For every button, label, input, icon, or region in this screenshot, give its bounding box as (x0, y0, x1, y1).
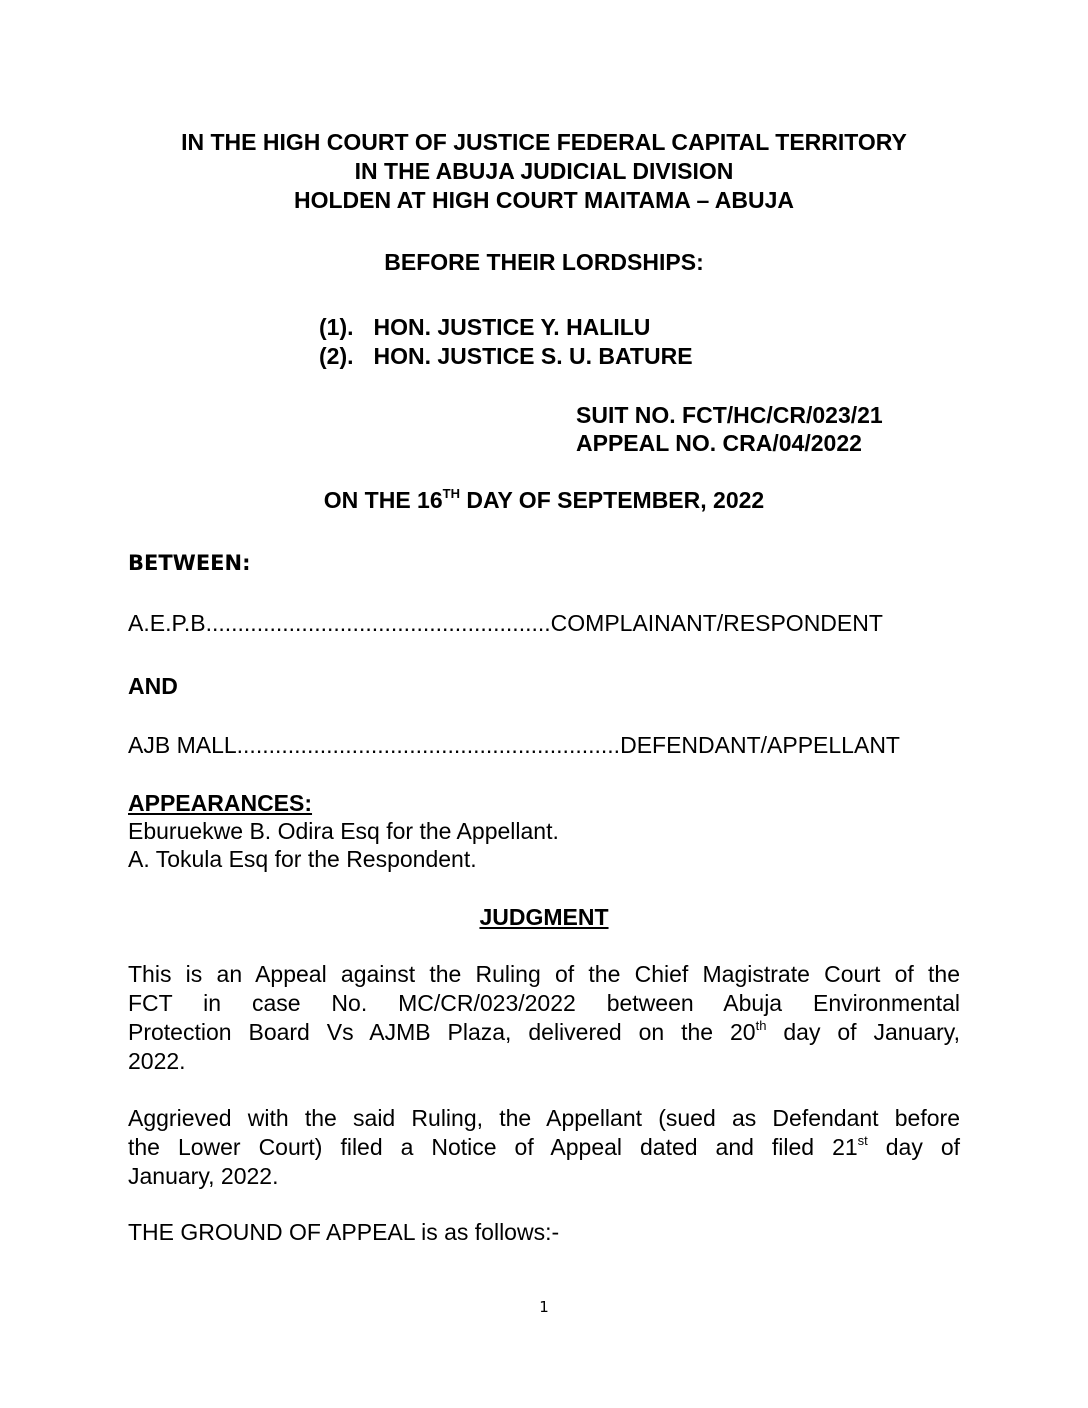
judge-1-number: (1). (319, 314, 354, 340)
date-suffix: DAY OF SEPTEMBER, 2022 (459, 487, 765, 513)
para2-line2-b: day of (867, 1134, 960, 1160)
party-2-role: DEFENDANT/APPELLANT (620, 732, 900, 758)
judge-2-number: (2). (319, 343, 354, 369)
judge-2-name: HON. JUSTICE S. U. BATURE (373, 343, 693, 369)
appearance-respondent: A. Tokula Esq for the Respondent. (128, 846, 477, 872)
judge-1-name: HON. JUSTICE Y. HALILU (373, 314, 651, 340)
para2-line2-a: the Lower Court) filed a Notice of Appeal dated and filed 21 (128, 1134, 858, 1160)
party-2-dots: ............................................................ (236, 732, 621, 758)
para1-line4: 2022. (128, 1048, 186, 1074)
judge-1 (319, 313, 650, 341)
court-title-line1: IN THE HIGH COURT OF JUSTICE FEDERAL CAPITAL TERRITORY (181, 129, 907, 155)
page-number: 1 (539, 1298, 549, 1316)
between-label: BETWEEN: (128, 551, 251, 575)
judgment-date (0, 486, 1088, 514)
judgment-paragraph-1 (128, 960, 960, 1076)
para1-line3-b: day of January, (766, 1019, 960, 1045)
party-1-dots: ...................................................... (205, 610, 551, 636)
date-sup: TH (442, 486, 460, 501)
ground-of-appeal: THE GROUND OF APPEAL is as follows:- (128, 1219, 560, 1245)
and-label: AND (128, 673, 178, 699)
lordships-heading: BEFORE THEIR LORDSHIPS: (384, 249, 704, 275)
para2-line2-sup: st (857, 1133, 868, 1148)
para1-line2: FCT in case No. MC/CR/023/2022 between Abuja Environmental (128, 990, 960, 1016)
court-title-line3: HOLDEN AT HIGH COURT MAITAMA – ABUJA (293, 187, 794, 213)
court-title-line2: IN THE ABUJA JUDICIAL DIVISION (354, 158, 734, 184)
para1-line1: This is an Appeal against the Ruling of the Chief Magistrate Court of the (128, 961, 960, 987)
para1-line3 (128, 1018, 960, 1047)
appearance-appellant: Eburuekwe B. Odira Esq for the Appellant. (128, 818, 559, 844)
judgment-paragraph-2 (128, 1104, 960, 1191)
suit-number: SUIT NO. FCT/HC/CR/023/21 (576, 402, 883, 428)
party-1-name: A.E.P.B (128, 610, 206, 636)
para2-line3: January, 2022. (128, 1163, 279, 1189)
para2-line2 (128, 1133, 960, 1162)
party-2-name: AJB MALL (128, 732, 237, 758)
party-1-role: COMPLAINANT/RESPONDENT (550, 610, 883, 636)
judge-2 (319, 342, 693, 370)
para2-line1: Aggrieved with the said Ruling, the Appellant (sued as Defendant before (128, 1105, 960, 1131)
date-prefix: ON THE 16 (323, 487, 443, 513)
para1-line3-sup: th (755, 1018, 767, 1033)
party-2 (128, 731, 900, 759)
para1-line3-a: Protection Board Vs AJMB Plaza, delivered on the 20 (128, 1019, 756, 1045)
appearances-heading: APPEARANCES: (128, 790, 313, 816)
appeal-number: APPEAL NO. CRA/04/2022 (576, 430, 862, 456)
judgment-heading: JUDGMENT (479, 904, 609, 930)
party-1 (128, 609, 883, 637)
